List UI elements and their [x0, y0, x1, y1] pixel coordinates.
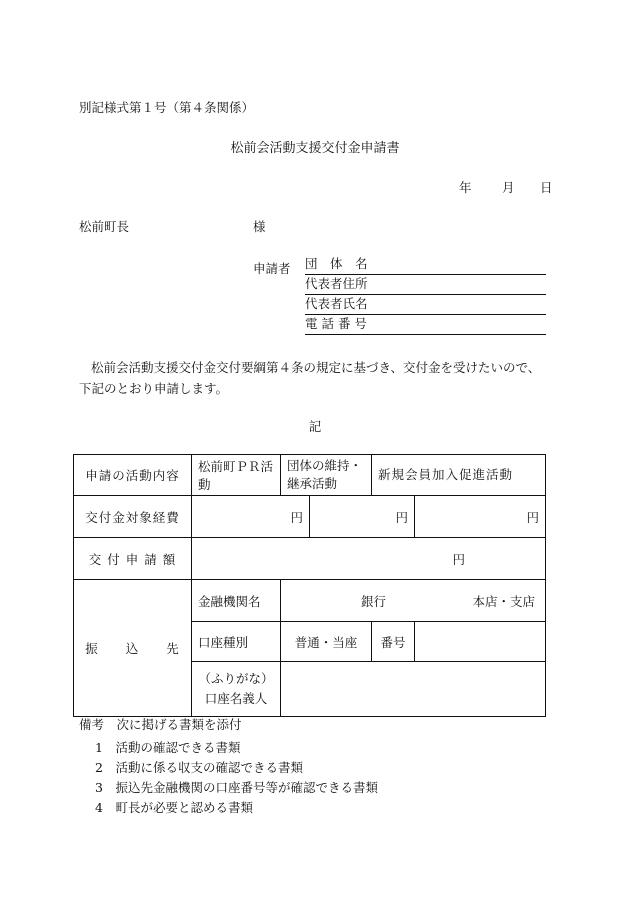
activity-pr[interactable]: 松前町ＰＲ活動 — [192, 455, 281, 496]
expense-label: 交付金対象経費 — [74, 496, 192, 538]
furigana-label: （ふりがな） — [198, 671, 274, 686]
date-year: 年 — [459, 180, 472, 195]
field-rep-address[interactable] — [305, 276, 546, 295]
remarks-item-num: 3 — [95, 780, 103, 795]
remarks-item-num: 1 — [95, 740, 103, 755]
remarks-item-text: 活動に係る収支の確認できる書類 — [115, 760, 303, 775]
applicant-label: 申請者 — [253, 261, 291, 276]
table-row-bank — [74, 580, 546, 622]
bank-name-cell[interactable] — [281, 580, 546, 622]
field-group-name-label: 団 体 名 — [305, 256, 368, 271]
account-number-cell[interactable] — [415, 622, 546, 662]
form-number: 別記様式第１号（第４条関係） — [79, 100, 255, 115]
branch-suffix: 本店・支店 — [472, 593, 536, 609]
expense-maintenance-yen[interactable]: 円 — [310, 496, 415, 538]
activity-label: 申請の活動内容 — [74, 455, 192, 496]
remarks-item — [95, 758, 303, 776]
field-group-name[interactable] — [305, 256, 546, 275]
remarks-item-num: 2 — [95, 760, 103, 775]
body-text: 松前会活動支援交付金交付要綱第４条の規定に基づき、交付金を受けたいので、下記のとおり申請します。 — [79, 360, 541, 396]
remarks-item — [95, 798, 253, 816]
table-row-amount — [74, 538, 546, 580]
account-type-value[interactable]: 普通・当座 — [281, 622, 372, 662]
remarks-item — [95, 738, 240, 756]
remarks-item-text: 振込先金融機関の口座番号等が確認できる書類 — [115, 780, 378, 795]
amount-yen[interactable]: 円 — [192, 538, 546, 580]
field-rep-name-label: 代表者氏名 — [305, 296, 368, 311]
holder-label: 口座名義人 — [204, 691, 268, 706]
addressee: 松前町長 — [79, 219, 130, 234]
document-title: 松前会活動支援交付金申請書 — [230, 141, 400, 156]
account-type-label: 口座種別 — [192, 622, 281, 662]
table-row-expense — [74, 496, 546, 538]
application-table — [73, 454, 546, 717]
field-phone[interactable] — [305, 316, 546, 335]
remarks-item-text: 町長が必要と認める書類 — [115, 800, 253, 815]
expense-pr-yen[interactable]: 円 — [192, 496, 310, 538]
date-month: 月 — [502, 180, 515, 195]
remarks-item-num: 4 — [95, 800, 103, 815]
activity-maintenance[interactable]: 団体の維持・継承活動 — [281, 455, 372, 496]
bank-suffix: 銀行 — [361, 593, 387, 609]
holder-cell[interactable] — [281, 662, 546, 717]
table-row-activity — [74, 455, 546, 496]
bank-name-label: 金融機関名 — [192, 580, 281, 622]
date-day: 日 — [540, 180, 553, 195]
field-rep-address-label: 代表者住所 — [305, 276, 368, 291]
field-rep-name[interactable] — [305, 296, 546, 315]
expense-recruit-yen[interactable]: 円 — [415, 496, 546, 538]
activity-recruit[interactable]: 新規会員加入促進活動 — [372, 455, 546, 496]
transfer-label: 振 込 先 — [74, 580, 192, 717]
remarks-item-text: 活動の確認できる書類 — [115, 740, 241, 755]
remarks-item — [95, 778, 378, 796]
honorific: 様 — [253, 219, 266, 234]
account-number-label: 番号 — [372, 622, 415, 662]
ki-heading: 記 — [308, 419, 322, 434]
amount-label: 交 付 申 請 額 — [74, 538, 192, 580]
field-phone-label: 電 話 番 号 — [305, 316, 367, 331]
holder-label-cell — [192, 662, 281, 717]
remarks-heading: 備考 次に掲げる書類を添付 — [79, 717, 242, 732]
